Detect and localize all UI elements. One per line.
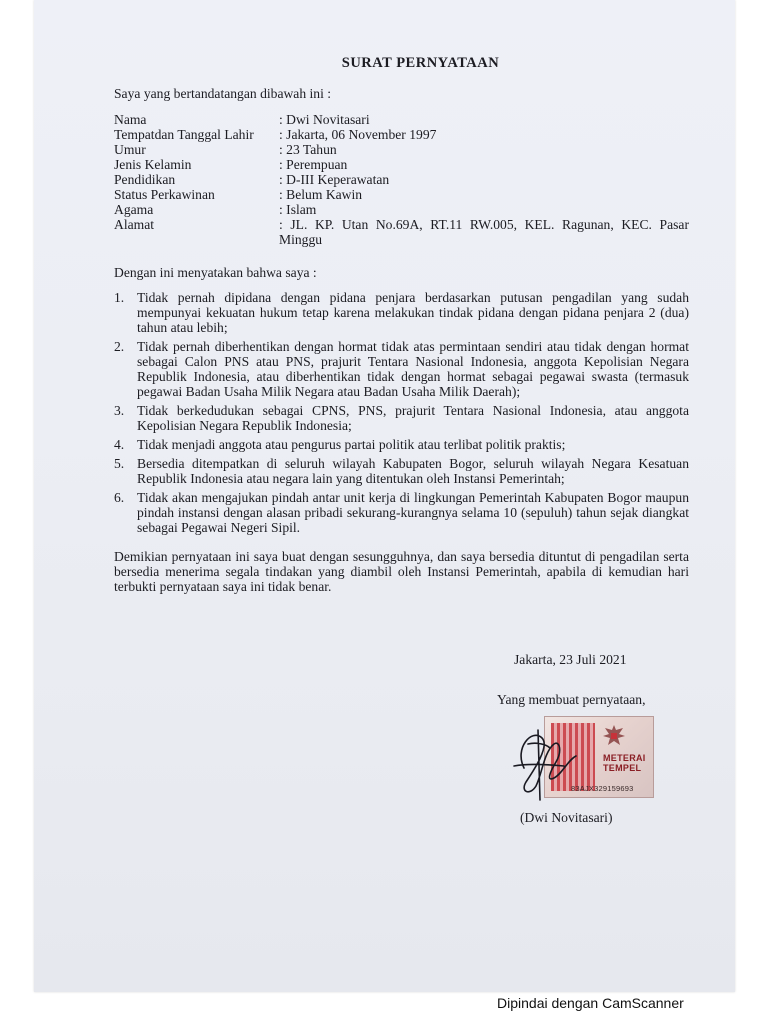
identity-value: : Jakarta, 06 November 1997 xyxy=(279,127,437,142)
identity-value: : JL. KP. Utan No.69A, RT.11 RW.005, KEL. Ragunan, KEC. Pasar Minggu xyxy=(279,217,689,247)
list-item xyxy=(114,403,689,433)
item-number: 2. xyxy=(114,339,125,354)
declaration-list xyxy=(114,290,689,535)
identity-value: : 23 Tahun xyxy=(279,142,337,157)
identity-label: Jenis Kelamin xyxy=(114,157,192,172)
list-item xyxy=(114,290,689,335)
identity-value: : Belum Kawin xyxy=(279,187,363,202)
item-number: 6. xyxy=(114,490,125,505)
item-number: 5. xyxy=(114,456,125,471)
identity-label: Alamat xyxy=(114,217,155,232)
identity-label: Umur xyxy=(114,142,146,157)
identity-label: Status Perkawinan xyxy=(114,187,215,202)
identity-value: : Islam xyxy=(279,202,317,217)
item-number: 1. xyxy=(114,290,125,305)
stamp-line2: TEMPEL xyxy=(603,763,642,773)
letter-title: SURAT PERNYATAAN xyxy=(341,55,500,71)
closing-paragraph: Demikian pernyataan ini saya buat dengan sesungguhnya, dan saya bersedia dituntut di pengadilan serta bersedia menerima segala tindakan yang diambil oleh Instansi Pemerintah, apabila di kemudian hari terbukti pernyataan saya ini tidak benar. xyxy=(114,549,689,594)
scanned-page xyxy=(34,0,735,992)
identity-table xyxy=(114,112,689,247)
item-text: Tidak pernah dipidana dengan pidana penjara berdasarkan putusan pengadilan yang sudah mempunyai kekuatan hukum tetap karena melakukan tindak pidana dengan pidana penjara 2 (dua) tahun atau lebih; xyxy=(137,290,689,335)
identity-label: Pendidikan xyxy=(114,172,176,187)
list-item xyxy=(114,490,689,535)
maker-label: Yang membuat pernyataan, xyxy=(497,692,646,707)
identity-label: Agama xyxy=(114,202,154,217)
list-item xyxy=(114,456,689,486)
stamp-label xyxy=(603,753,646,773)
camscanner-footer: Dipindai dengan CamScanner xyxy=(497,995,684,1011)
garuda-emblem-icon xyxy=(601,723,627,749)
identity-value: : D-III Keperawatan xyxy=(279,172,390,187)
item-text: Bersedia ditempatkan di seluruh wilayah Kabupaten Bogor, seluruh wilayah Negara Kesatuan Republik Indonesia atau negara lain yang ditentukan oleh Instansi Pemerintah; xyxy=(137,456,689,486)
stamp-line1: METERAI xyxy=(603,753,646,763)
stamp-serial: 83AJX329159693 xyxy=(571,784,634,793)
place-date: Jakarta, 23 Juli 2021 xyxy=(514,652,627,667)
list-item xyxy=(114,339,689,399)
item-text: Tidak pernah diberhentikan dengan hormat tidak atas permintaan sendiri atau tidak dengan hormat sebagai Calon PNS atau PNS, prajurit Tentara Nasional Indonesia, anggota Kepolisian Negara Republik Indonesia, atau diberhentikan tidak dengan hormat sebagai pegawai swasta (termasuk pegawai Badan Usaha Milik Negara atau Badan Usaha Milik Daerah); xyxy=(137,339,689,399)
identity-label: Tempatdan Tanggal Lahir xyxy=(114,127,254,142)
item-number: 4. xyxy=(114,437,125,452)
identity-value: : Dwi Novitasari xyxy=(279,112,370,127)
declaration-intro: Dengan ini menyatakan bahwa saya : xyxy=(114,265,317,280)
list-item xyxy=(114,437,689,452)
letter-body xyxy=(114,55,689,825)
intro-text: Saya yang bertandatangan dibawah ini : xyxy=(114,86,332,101)
item-number: 3. xyxy=(114,403,125,418)
signer-name: (Dwi Novitasari) xyxy=(520,810,613,825)
identity-value: : Perempuan xyxy=(279,157,348,172)
item-text: Tidak akan mengajukan pindah antar unit kerja di lingkungan Pemerintah Kabupaten Bogor maupun pindah instansi dengan alasan pribadi sekurang-kurangnya selama 10 (sepuluh) tahun sejak diangkat sebagai Pegawai Negeri Sipil. xyxy=(137,490,689,535)
item-text: Tidak menjadi anggota atau pengurus partai politik atau terlibat politik praktis; xyxy=(137,437,566,452)
handwritten-signature xyxy=(484,708,594,808)
item-text: Tidak berkedudukan sebagai CPNS, PNS, prajurit Tentara Nasional Indonesia, atau anggota Kepolisian Negara Republik Indonesia; xyxy=(137,403,689,433)
identity-label: Nama xyxy=(114,112,147,127)
